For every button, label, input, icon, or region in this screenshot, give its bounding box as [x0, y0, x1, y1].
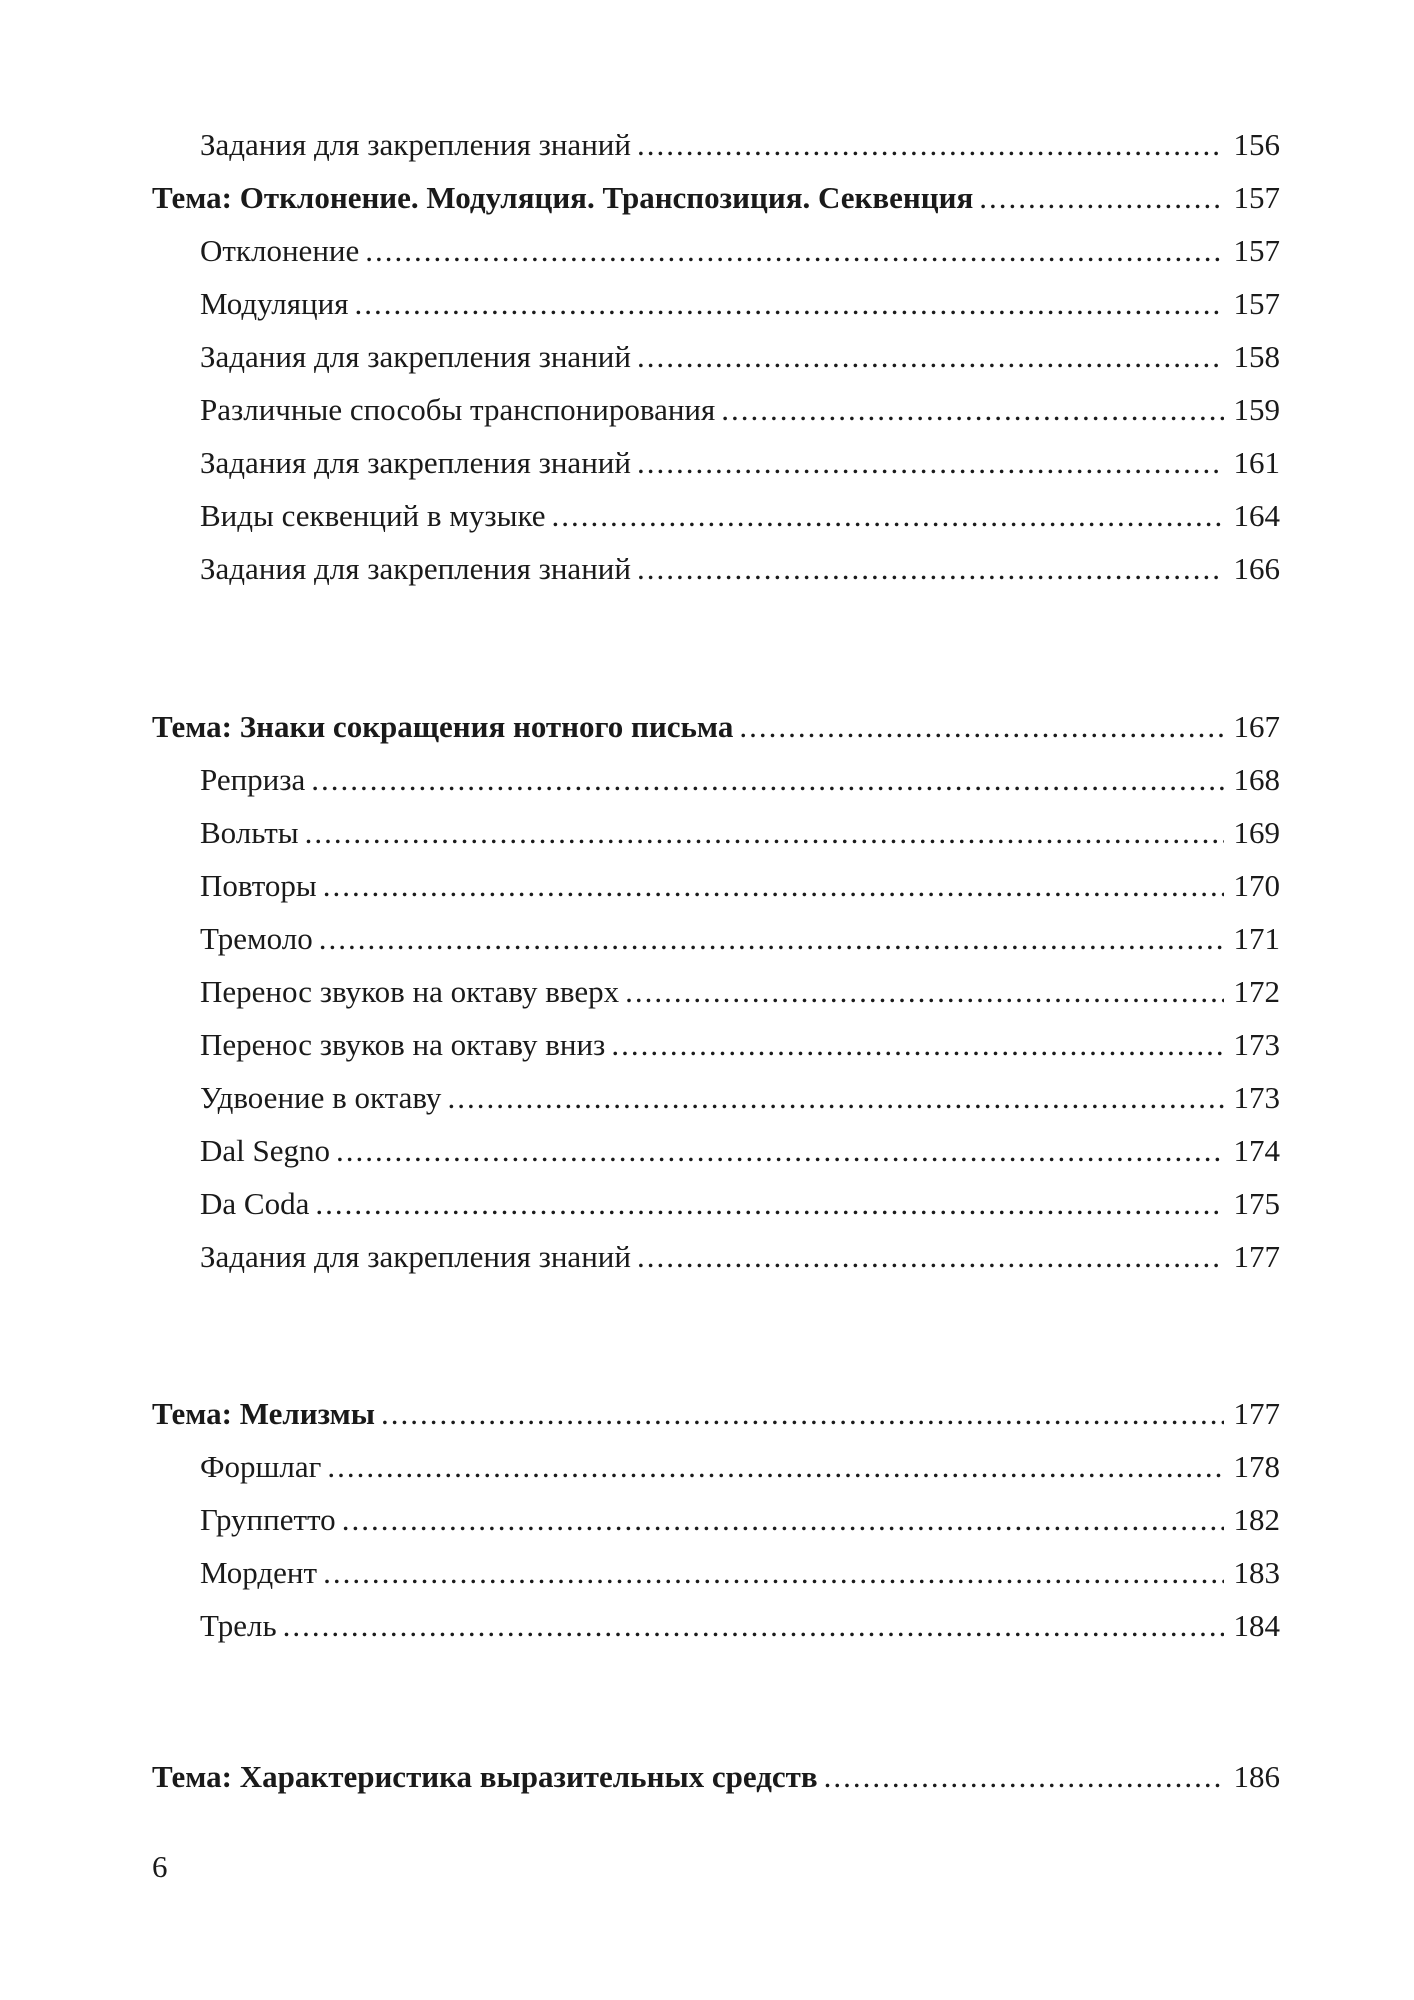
toc-entry-label: Dal Segno: [200, 1133, 331, 1168]
toc-entry[interactable]: [152, 277, 1280, 330]
dot-leader: [305, 806, 1224, 859]
toc-entry-label: Задания для закрепления знаний: [200, 551, 631, 586]
toc-entry-label: Задания для закрепления знаний: [200, 127, 631, 162]
toc-entry-page: 157: [1233, 233, 1280, 268]
dot-leader: [315, 1177, 1224, 1230]
toc-entry-label: Реприза: [200, 762, 306, 797]
toc-entry-label: Удвоение в октаву: [200, 1080, 442, 1115]
dot-leader: [611, 1018, 1224, 1071]
toc-entry[interactable]: [152, 1599, 1280, 1652]
toc-entry[interactable]: [152, 1124, 1280, 1177]
toc-entry-label: Da Coda: [200, 1186, 310, 1221]
dot-leader: [342, 1493, 1224, 1546]
dot-leader: [381, 1387, 1224, 1440]
toc-entry-page: 183: [1233, 1555, 1280, 1590]
toc-entry[interactable]: [152, 1177, 1280, 1230]
dot-leader: [447, 1071, 1224, 1124]
toc-entry[interactable]: [152, 1440, 1280, 1493]
toc-entry-label: Группетто: [200, 1502, 336, 1537]
toc-entry-label: Перенос звуков на октаву вниз: [200, 1027, 606, 1062]
toc-entry-label: Различные способы транспонирования: [200, 392, 716, 427]
dot-leader: [336, 1124, 1224, 1177]
toc-entry-page: 169: [1233, 815, 1280, 850]
page-number: 6: [152, 1849, 168, 1884]
toc-entry[interactable]: [152, 753, 1280, 806]
dot-leader: [365, 224, 1224, 277]
toc-entry-page: 171: [1233, 921, 1280, 956]
toc-entry-label: Задания для закрепления знаний: [200, 339, 631, 374]
dot-leader: [637, 436, 1224, 489]
toc-entry-page: 173: [1233, 1027, 1280, 1062]
toc-entry-label: Модуляция: [200, 286, 349, 321]
toc-entry-page: 166: [1233, 551, 1280, 586]
toc-entry[interactable]: [152, 330, 1280, 383]
toc-entry[interactable]: [152, 912, 1280, 965]
dot-leader: [323, 1546, 1224, 1599]
toc-entry[interactable]: [152, 542, 1280, 595]
dot-leader: [637, 1230, 1224, 1283]
dot-leader: [721, 383, 1224, 436]
toc-entry-label: Задания для закрепления знаний: [200, 445, 631, 480]
dot-leader: [283, 1599, 1224, 1652]
toc-entry[interactable]: [152, 489, 1280, 542]
dot-leader: [637, 542, 1224, 595]
toc-entry-label: Повторы: [200, 868, 317, 903]
toc-topic-entry[interactable]: [152, 1750, 1280, 1803]
toc-topic-label: Тема: Отклонение. Модуляция. Транспозиция. Секвенция: [152, 180, 974, 215]
toc-topic-entry[interactable]: [152, 1387, 1280, 1440]
dot-leader: [637, 118, 1224, 171]
toc-entry-page: 168: [1233, 762, 1280, 797]
toc-entry-page: 177: [1233, 1396, 1280, 1431]
toc-entry-page: 161: [1233, 445, 1280, 480]
toc-entry-label: Задания для закрепления знаний: [200, 1239, 631, 1274]
dot-leader: [552, 489, 1224, 542]
dot-leader: [979, 171, 1224, 224]
toc-entry[interactable]: [152, 224, 1280, 277]
toc-entry-page: 172: [1233, 974, 1280, 1009]
toc-entry-label: Мордент: [200, 1555, 318, 1590]
toc-entry[interactable]: [152, 436, 1280, 489]
toc-entry[interactable]: [152, 1018, 1280, 1071]
toc-entry-page: 164: [1233, 498, 1280, 533]
toc-topic-label: Тема: Мелизмы: [152, 1396, 375, 1431]
toc-entry-label: Форшлаг: [200, 1449, 322, 1484]
dot-leader: [323, 859, 1224, 912]
toc-entry-label: Трель: [200, 1608, 277, 1643]
toc-entry-label: Виды секвенций в музыке: [200, 498, 546, 533]
toc-entry-page: 159: [1233, 392, 1280, 427]
toc-entry-label: Отклонение: [200, 233, 360, 268]
toc-entry-page: 157: [1233, 286, 1280, 321]
toc-entry-page: 186: [1233, 1759, 1280, 1794]
toc-entry-page: 178: [1233, 1449, 1280, 1484]
dot-leader: [739, 700, 1224, 753]
toc-entry[interactable]: [152, 118, 1280, 171]
toc-entry[interactable]: [152, 1230, 1280, 1283]
toc-entry-page: 182: [1233, 1502, 1280, 1537]
toc-entry[interactable]: [152, 1546, 1280, 1599]
dot-leader: [327, 1440, 1224, 1493]
toc-topic-label: Тема: Характеристика выразительных средств: [152, 1759, 818, 1794]
dot-leader: [637, 330, 1224, 383]
toc-topic-label: Тема: Знаки сокращения нотного письма: [152, 709, 734, 744]
dot-leader: [311, 753, 1224, 806]
toc-entry-label: Вольты: [200, 815, 299, 850]
toc-entry[interactable]: [152, 859, 1280, 912]
toc-entry[interactable]: [152, 1493, 1280, 1546]
dot-leader: [824, 1750, 1224, 1803]
toc-entry-page: 157: [1233, 180, 1280, 215]
toc-entry[interactable]: [152, 806, 1280, 859]
toc-topic-entry[interactable]: [152, 171, 1280, 224]
toc-entry-page: 173: [1233, 1080, 1280, 1115]
toc-entry[interactable]: [152, 965, 1280, 1018]
toc-entry[interactable]: [152, 383, 1280, 436]
dot-leader: [319, 912, 1224, 965]
dot-leader: [354, 277, 1224, 330]
toc-entry-page: 175: [1233, 1186, 1280, 1221]
toc-topic-entry[interactable]: [152, 700, 1280, 753]
toc-entry-label: Перенос звуков на октаву вверх: [200, 974, 620, 1009]
toc-entry-page: 170: [1233, 868, 1280, 903]
toc-entry-label: Тремоло: [200, 921, 313, 956]
toc-entry-page: 158: [1233, 339, 1280, 374]
toc-entry-page: 156: [1233, 127, 1280, 162]
toc-entry-page: 177: [1233, 1239, 1280, 1274]
dot-leader: [625, 965, 1224, 1018]
toc-entry[interactable]: [152, 1071, 1280, 1124]
toc-entry-page: 167: [1233, 709, 1280, 744]
toc-entry-page: 184: [1233, 1608, 1280, 1643]
toc-entry-page: 174: [1233, 1133, 1280, 1168]
